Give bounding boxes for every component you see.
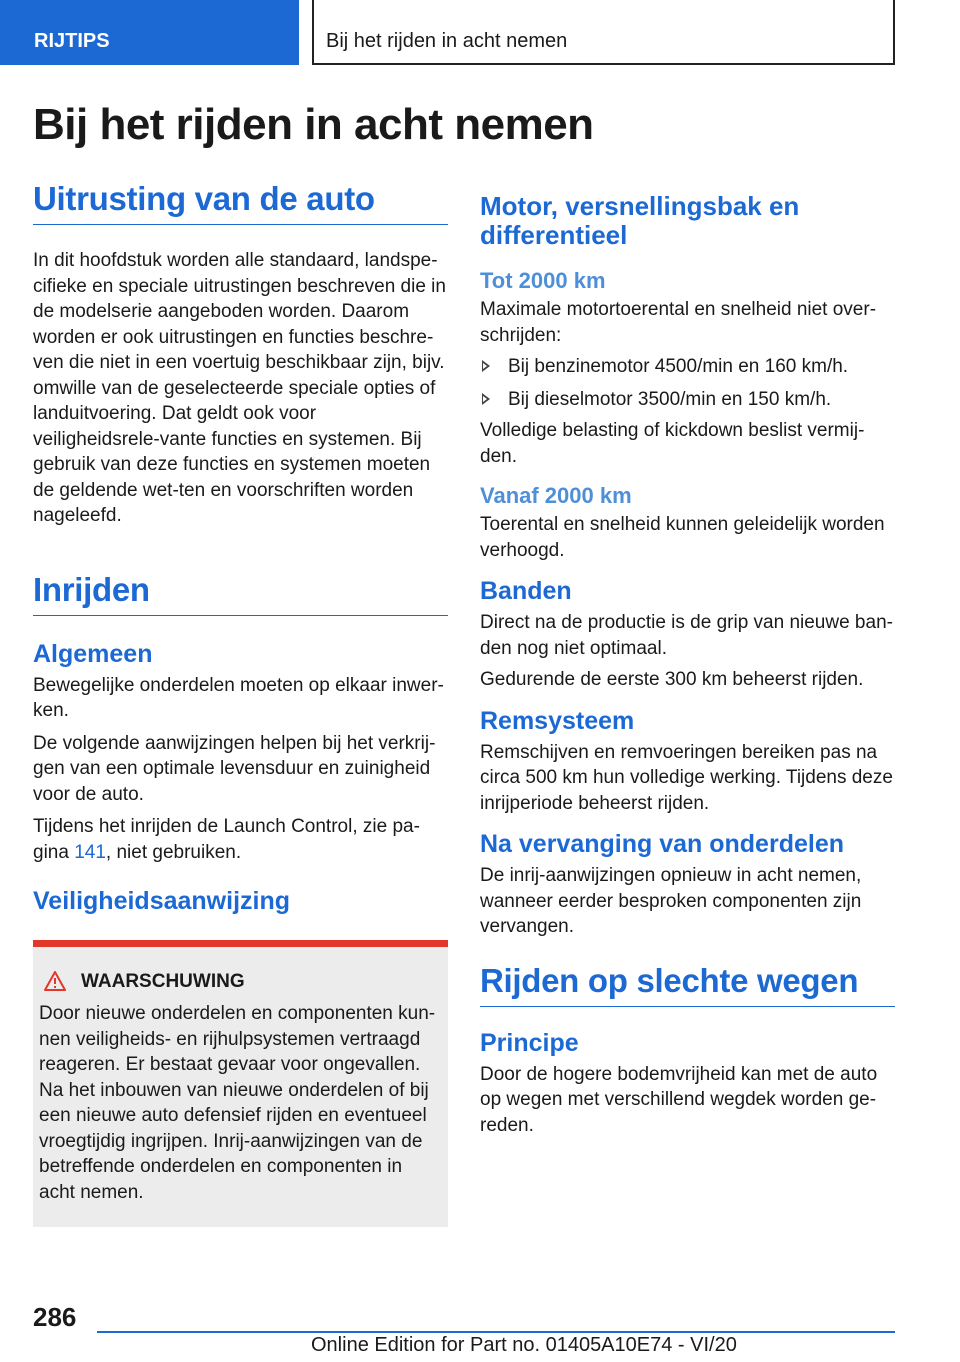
heading-algemeen: Algemeen xyxy=(33,639,153,668)
rpm-list xyxy=(480,354,895,412)
warning-text-1: Door nieuwe onderdelen en componenten kun-nen veiligheids- en rijhulpsystemen vertraagd reageren. Er bestaat gevaar voor ongevallen. xyxy=(39,1003,436,1075)
paragraph-kickdown: Volledige belasting of kickdown beslist vermij-den. xyxy=(480,420,865,467)
paragraph-algemeen-1: Bewegelijke onderdelen moeten op elkaar inwer-ken. xyxy=(33,674,444,721)
heading-slechte-wegen: Rijden op slechte wegen xyxy=(480,962,895,1007)
paragraph-vanaf-2000: Toerental en snelheid kunnen geleidelijk worden verhoogd. xyxy=(480,514,885,561)
heading-tot-2000: Tot 2000 km xyxy=(480,268,606,293)
list-item xyxy=(480,387,895,412)
heading-veiligheid: Veiligheidsaanwijzing xyxy=(33,887,291,915)
paragraph-algemeen-3 xyxy=(33,814,448,865)
paragraph-principe: Door de hogere bodemvrijheid kan met de auto op wegen met verschillend wegdek worden ge-reden. xyxy=(480,1063,878,1136)
chapter-header: Bij het rijden in acht nemen xyxy=(312,0,895,65)
heading-motor: Motor, versnellingsbak en differentieel xyxy=(480,191,800,250)
text-launch-control: Tijdens het inrijden de Launch Control, zie pa-gina xyxy=(33,816,420,863)
paragraph-remsysteem: Remschijven en remvoeringen bereiken pas na circa 500 km hun volledige werking. Tijdens deze inrijperiode beheerst rijden. xyxy=(480,741,893,814)
paragraph-algemeen-2: De volgende aanwijzingen helpen bij het verkrij-gen van een optimale levensduur en zuinigheid voor de auto. xyxy=(33,732,436,805)
edition-footer: Online Edition for Part no. 01405A10E74 - VI/20 xyxy=(311,1334,737,1356)
heading-banden: Banden xyxy=(480,577,572,605)
list-item xyxy=(480,354,895,379)
text-niet-gebruiken: , niet gebruiken. xyxy=(105,841,242,863)
triangle-bullet-icon xyxy=(482,393,490,405)
section-tab: RIJTIPS xyxy=(0,0,299,65)
paragraph-banden-1: Direct na de productie is de grip van nieuwe ban-den nog niet optimaal. xyxy=(480,612,893,659)
triangle-bullet-icon xyxy=(482,360,490,372)
heading-vanaf-2000: Vanaf 2000 km xyxy=(480,483,632,508)
warning-text-2: Na het inbouwen van nieuwe onderdelen of bij een nieuwe auto defensief rijden en eventueel vroegtijdig ingrijpen. Inrij-aanwijzingen van de betreffende onderdelen en componenten in acht nemen. xyxy=(39,1079,429,1203)
heading-uitrusting: Uitrusting van de auto xyxy=(33,180,448,225)
paragraph-uitrusting: In dit hoofdstuk worden alle standaard, landspe-cifieke en speciale uitrustingen beschreven die in de modelserie aangeboden worden. Daarom worden er ook uitrustingen en functies beschre-ven die niet in een voertuig beschikbaar zijn, bijv. omwille van de geselecteerde speciale opties of landuitvoering. Dat geldt ook voor veiligheidsrele-vante functies en systemen. Bij gebruik van deze functies en systemen moeten de geldende wet-ten en voorschriften worden nageleefd. xyxy=(33,250,446,526)
paragraph-banden-2: Gedurende de eerste 300 km beheerst rijden. xyxy=(480,669,864,690)
page-title: Bij het rijden in acht nemen xyxy=(33,100,594,149)
warning-label: WAARSCHUWING xyxy=(81,971,245,992)
warning-header xyxy=(39,969,440,995)
heading-inrijden: Inrijden xyxy=(33,571,448,616)
warning-box xyxy=(33,940,448,1227)
heading-vervanging: Na vervanging van onderdelen xyxy=(480,830,844,858)
left-column xyxy=(33,180,448,1227)
page-link-141[interactable]: 141 xyxy=(74,841,106,863)
footer-divider xyxy=(97,1331,895,1333)
page-number: 286 xyxy=(33,1302,77,1332)
heading-remsysteem: Remsysteem xyxy=(480,706,635,735)
paragraph-tot-2000: Maximale motortoerental en snelheid niet over-schrijden: xyxy=(480,299,877,346)
list-item-text: Bij benzinemotor 4500/min en 160 km/h. xyxy=(508,356,849,377)
right-column xyxy=(480,180,895,1138)
heading-principe: Principe xyxy=(480,1028,579,1057)
list-item-text: Bij dieselmotor 3500/min en 150 km/h. xyxy=(508,389,832,410)
warning-triangle-icon xyxy=(44,971,66,991)
paragraph-vervanging: De inrij-aanwijzingen opnieuw in acht nemen, wanneer eerder besproken componenten zijn vervangen. xyxy=(480,865,862,937)
